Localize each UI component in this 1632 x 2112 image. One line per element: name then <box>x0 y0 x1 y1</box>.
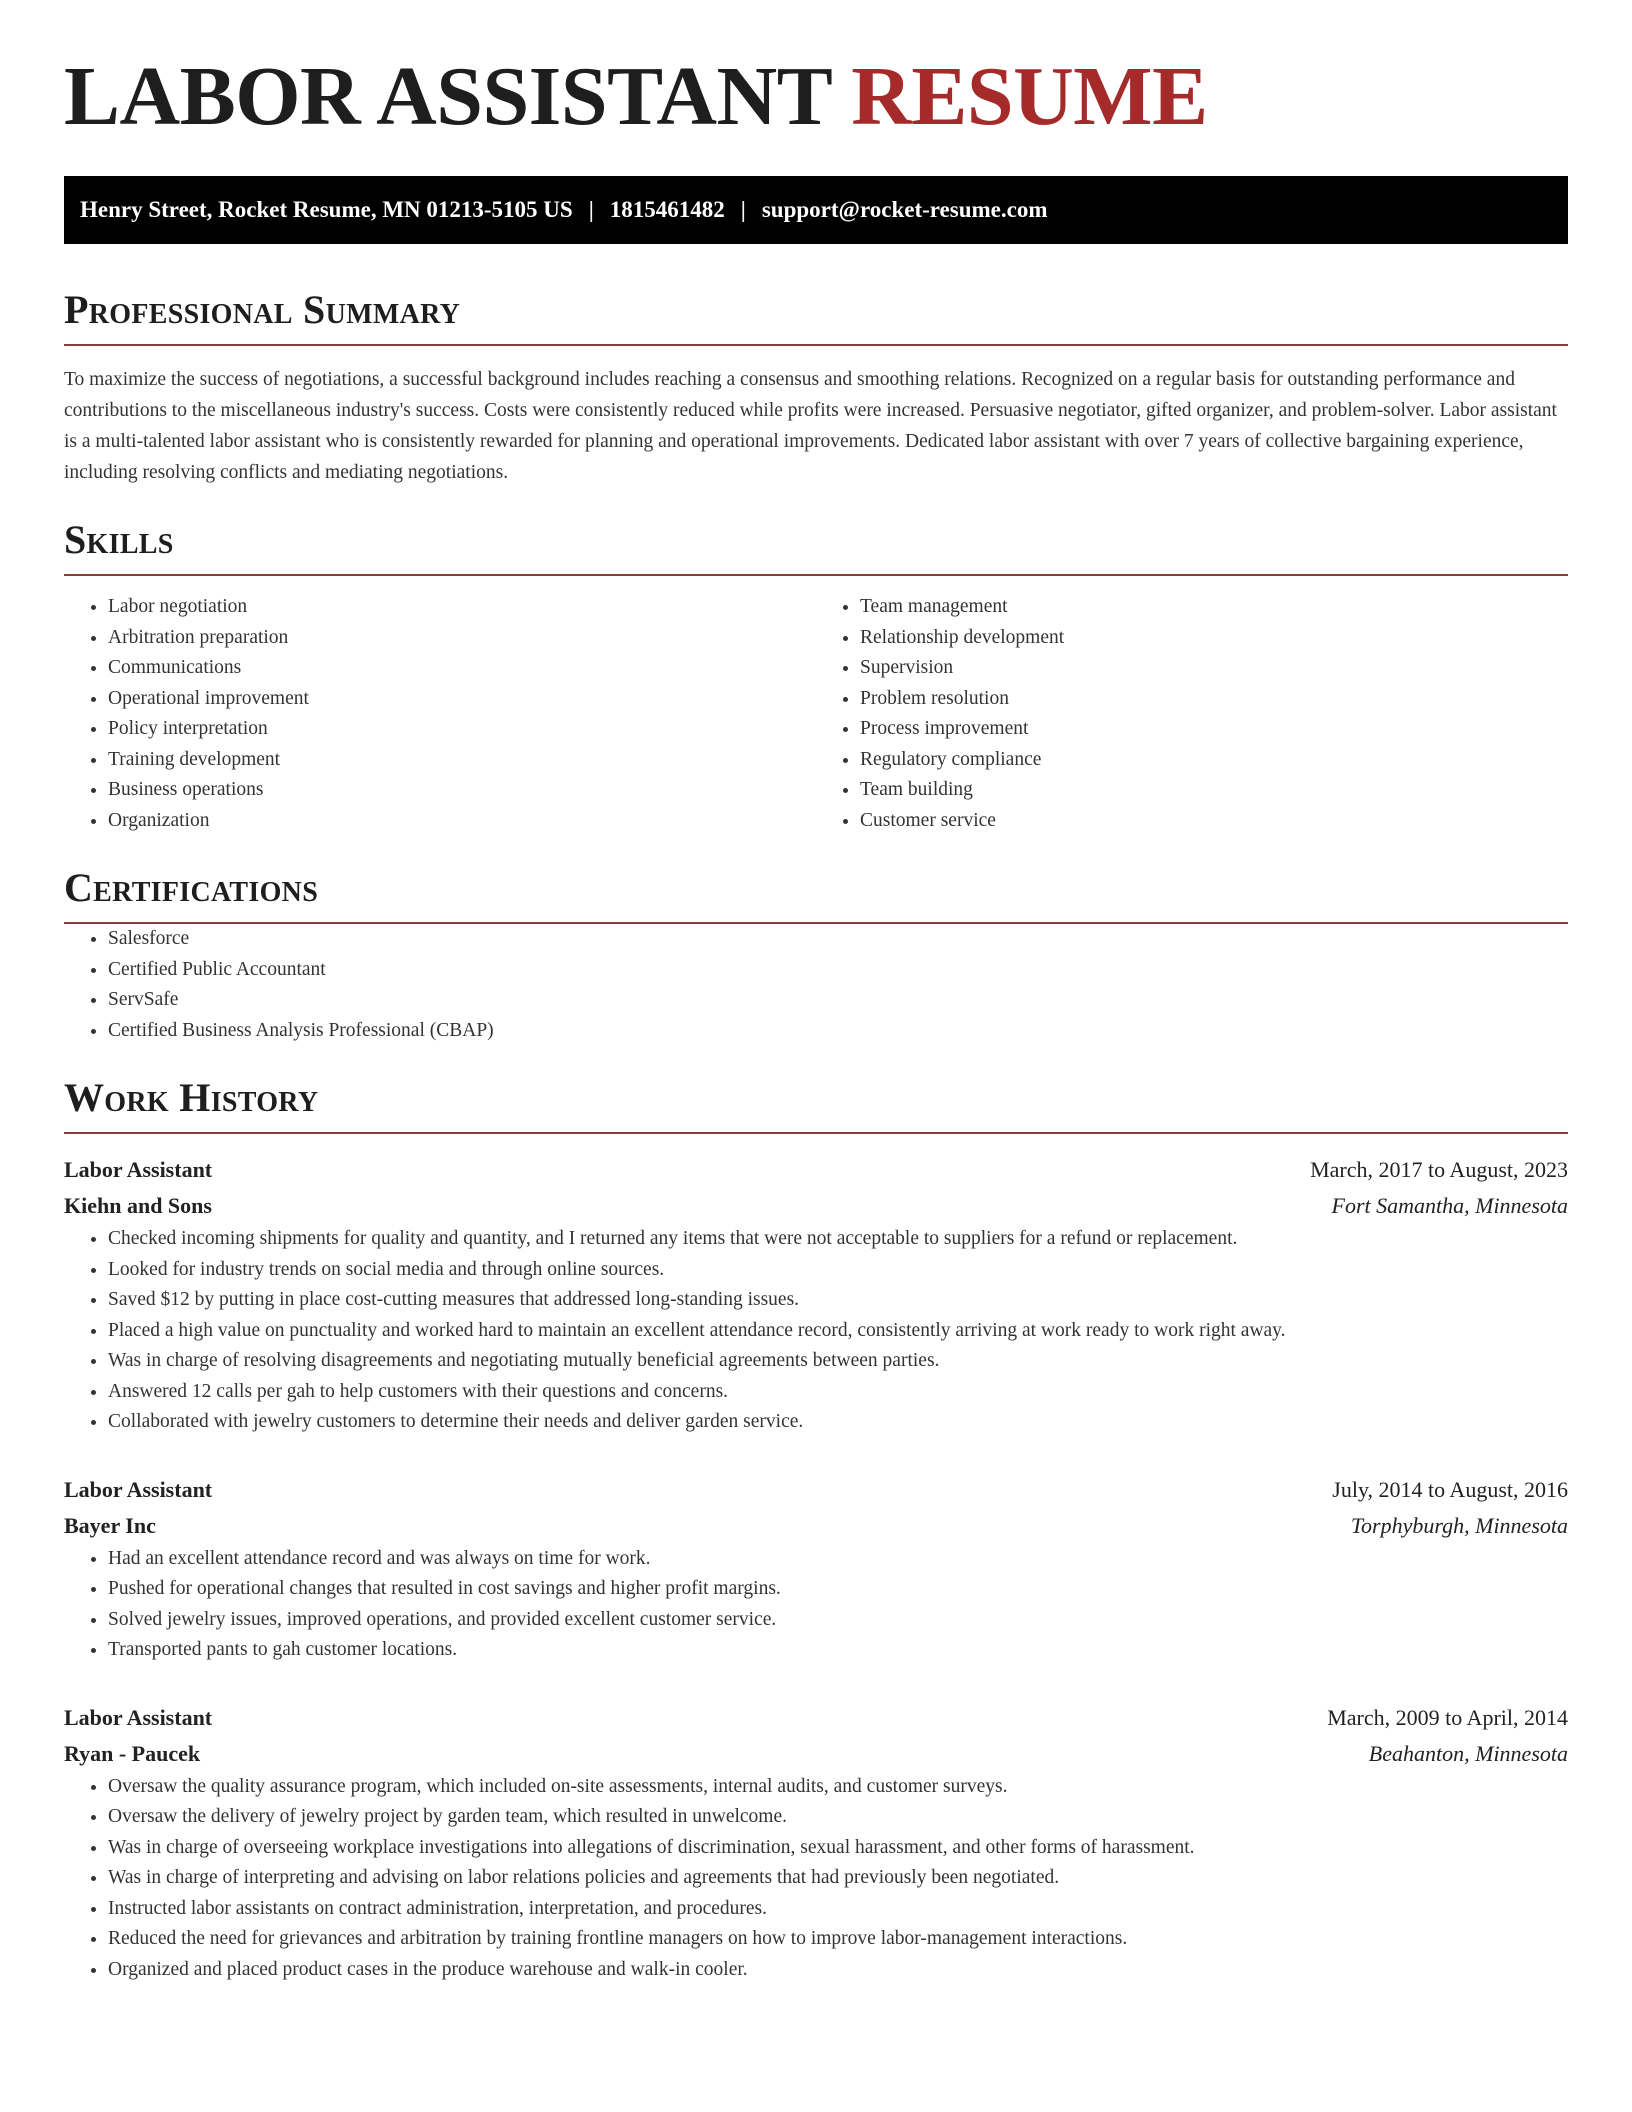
certifications-heading: Certifications <box>64 866 1568 924</box>
contact-address: Henry Street, Rocket Resume, MN 01213-5105 US <box>80 197 573 222</box>
skill-item: • Team building <box>860 775 1568 806</box>
skill-item: • Problem resolution <box>860 684 1568 715</box>
job-bullet: • Transported pants to gah customer locations. <box>108 1635 1568 1666</box>
job-bullet: • Reduced the need for grievances and arbitration by training frontline managers on how to improve labor-management interactions. <box>108 1924 1568 1955</box>
job-bullet: • Organized and placed product cases in the produce warehouse and walk-in cooler. <box>108 1955 1568 1986</box>
job-bullet: • Oversaw the quality assurance program, which included on-site assessments, internal audits, and customer surveys. <box>108 1772 1568 1803</box>
job-dates: March, 2017 to August, 2023 <box>1310 1157 1568 1182</box>
skill-item: • Training development <box>108 745 816 776</box>
job-bullet: • Pushed for operational changes that resulted in cost savings and higher profit margins. <box>108 1574 1568 1605</box>
job-header-row <box>64 1472 1568 1508</box>
job-bullet: • Solved jewelry issues, improved operations, and provided excellent customer service. <box>108 1605 1568 1636</box>
job-title: Labor Assistant <box>64 1704 213 1730</box>
skill-item: • Arbitration preparation <box>108 623 816 654</box>
job-company-row <box>64 1188 1568 1224</box>
skill-item: • Organization <box>108 806 816 837</box>
resume-page <box>64 0 1568 1985</box>
certification-item: • Certified Public Accountant <box>108 955 1568 986</box>
job-bullet: • Looked for industry trends on social media and through online sources. <box>108 1255 1568 1286</box>
certification-item: • Certified Business Analysis Professional (CBAP) <box>108 1016 1568 1047</box>
summary-text: To maximize the success of negotiations, a successful background includes reaching a consensus and smoothing relations. Recognized on a regular basis for outstanding performance and contributions to the miscellaneous industry's success. Costs were consistently reduced while profits were increased. Persuasive negotiator, gifted organizer, and problem-solver. Labor assistant is a multi-talented labor assistant who is consistently rewarded for planning and operational improvements. Dedicated labor assistant with over 7 years of collective bargaining experience, including resolving conflicts and mediating negotiations. <box>64 369 1557 483</box>
skill-item: • Labor negotiation <box>108 592 816 623</box>
job-title: Labor Assistant <box>64 1476 213 1502</box>
job-bullet: • Placed a high value on punctuality and worked hard to maintain an excellent attendance record, consistently arriving at work ready to work right away. <box>108 1316 1568 1347</box>
job-company: Bayer Inc <box>64 1512 156 1538</box>
certification-item: • Salesforce <box>108 924 1568 955</box>
skill-item: • Supervision <box>860 653 1568 684</box>
job-bullet: • Was in charge of overseeing workplace investigations into allegations of discrimination, sexual harassment, and other forms of harassment. <box>108 1833 1568 1864</box>
job-company: Ryan - Paucek <box>64 1740 201 1766</box>
skill-item: • Process improvement <box>860 714 1568 745</box>
job-entry <box>64 1700 1568 1986</box>
job-company: Kiehn and Sons <box>64 1193 212 1218</box>
skills-grid <box>64 592 1568 836</box>
title-main: LABOR ASSISTANT <box>64 50 831 143</box>
skill-item: • Business operations <box>108 775 816 806</box>
summary-heading: Professional Summary <box>64 288 1568 346</box>
contact-email[interactable]: support@rocket-resume.com <box>761 197 1048 222</box>
job-bullet: • Was in charge of resolving disagreements and negotiating mutually beneficial agreements between parties. <box>108 1346 1568 1377</box>
job-dates: March, 2009 to April, 2014 <box>1327 1704 1568 1730</box>
job-company-row <box>64 1508 1568 1544</box>
job-location: Fort Samantha, Minnesota <box>1331 1193 1568 1218</box>
skill-item: • Policy interpretation <box>108 714 816 745</box>
skill-item: • Operational improvement <box>108 684 816 715</box>
job-header-row <box>64 1700 1568 1736</box>
job-bullet: • Saved $12 by putting in place cost-cutting measures that addressed long-standing issues. <box>108 1285 1568 1316</box>
job-bullet: • Instructed labor assistants on contract administration, interpretation, and procedures. <box>108 1894 1568 1925</box>
job-bullet: • Collaborated with jewelry customers to determine their needs and deliver garden service. <box>108 1407 1568 1438</box>
skill-item: • Team management <box>860 592 1568 623</box>
job-bullet: • Answered 12 calls per gah to help customers with their questions and concerns. <box>108 1377 1568 1408</box>
contact-separator: | <box>740 197 746 222</box>
skills-list-right <box>816 592 1568 836</box>
contact-separator: | <box>588 197 594 222</box>
contact-bar <box>64 176 1568 244</box>
contact-phone[interactable]: 1815461482 <box>609 197 725 222</box>
skills-list-left <box>64 592 816 836</box>
job-title: Labor Assistant <box>64 1157 213 1182</box>
job-location: Torphyburgh, Minnesota <box>1350 1512 1568 1538</box>
job-bullet: • Was in charge of interpreting and advising on labor relations policies and agreements that had previously been negotiated. <box>108 1863 1568 1894</box>
work-history-heading: Work History <box>64 1076 1568 1134</box>
job-company-row <box>64 1736 1568 1772</box>
skill-item: • Customer service <box>860 806 1568 837</box>
job-bullet: • Checked incoming shipments for quality and quantity, and I returned any items that were not acceptable to suppliers for a refund or replacement. <box>108 1224 1568 1255</box>
job-bullets <box>64 1224 1568 1438</box>
job-entry <box>64 1472 1568 1666</box>
certification-item: • ServSafe <box>108 985 1568 1016</box>
job-bullets <box>64 1772 1568 1986</box>
job-bullet: • Had an excellent attendance record and was always on time for work. <box>108 1544 1568 1575</box>
job-location: Beahanton, Minnesota <box>1368 1740 1568 1766</box>
job-entry <box>64 1152 1568 1438</box>
job-bullets <box>64 1544 1568 1666</box>
resume-title <box>64 0 1568 143</box>
certifications-list <box>64 924 1568 1046</box>
skill-item: • Communications <box>108 653 816 684</box>
job-bullet: • Oversaw the delivery of jewelry project by garden team, which resulted in unwelcome. <box>108 1802 1568 1833</box>
job-header-row <box>64 1152 1568 1188</box>
skill-item: • Regulatory compliance <box>860 745 1568 776</box>
skills-heading: Skills <box>64 518 1568 576</box>
job-dates: July, 2014 to August, 2016 <box>1332 1476 1568 1502</box>
title-accent: RESUME <box>851 50 1208 143</box>
skill-item: • Relationship development <box>860 623 1568 654</box>
